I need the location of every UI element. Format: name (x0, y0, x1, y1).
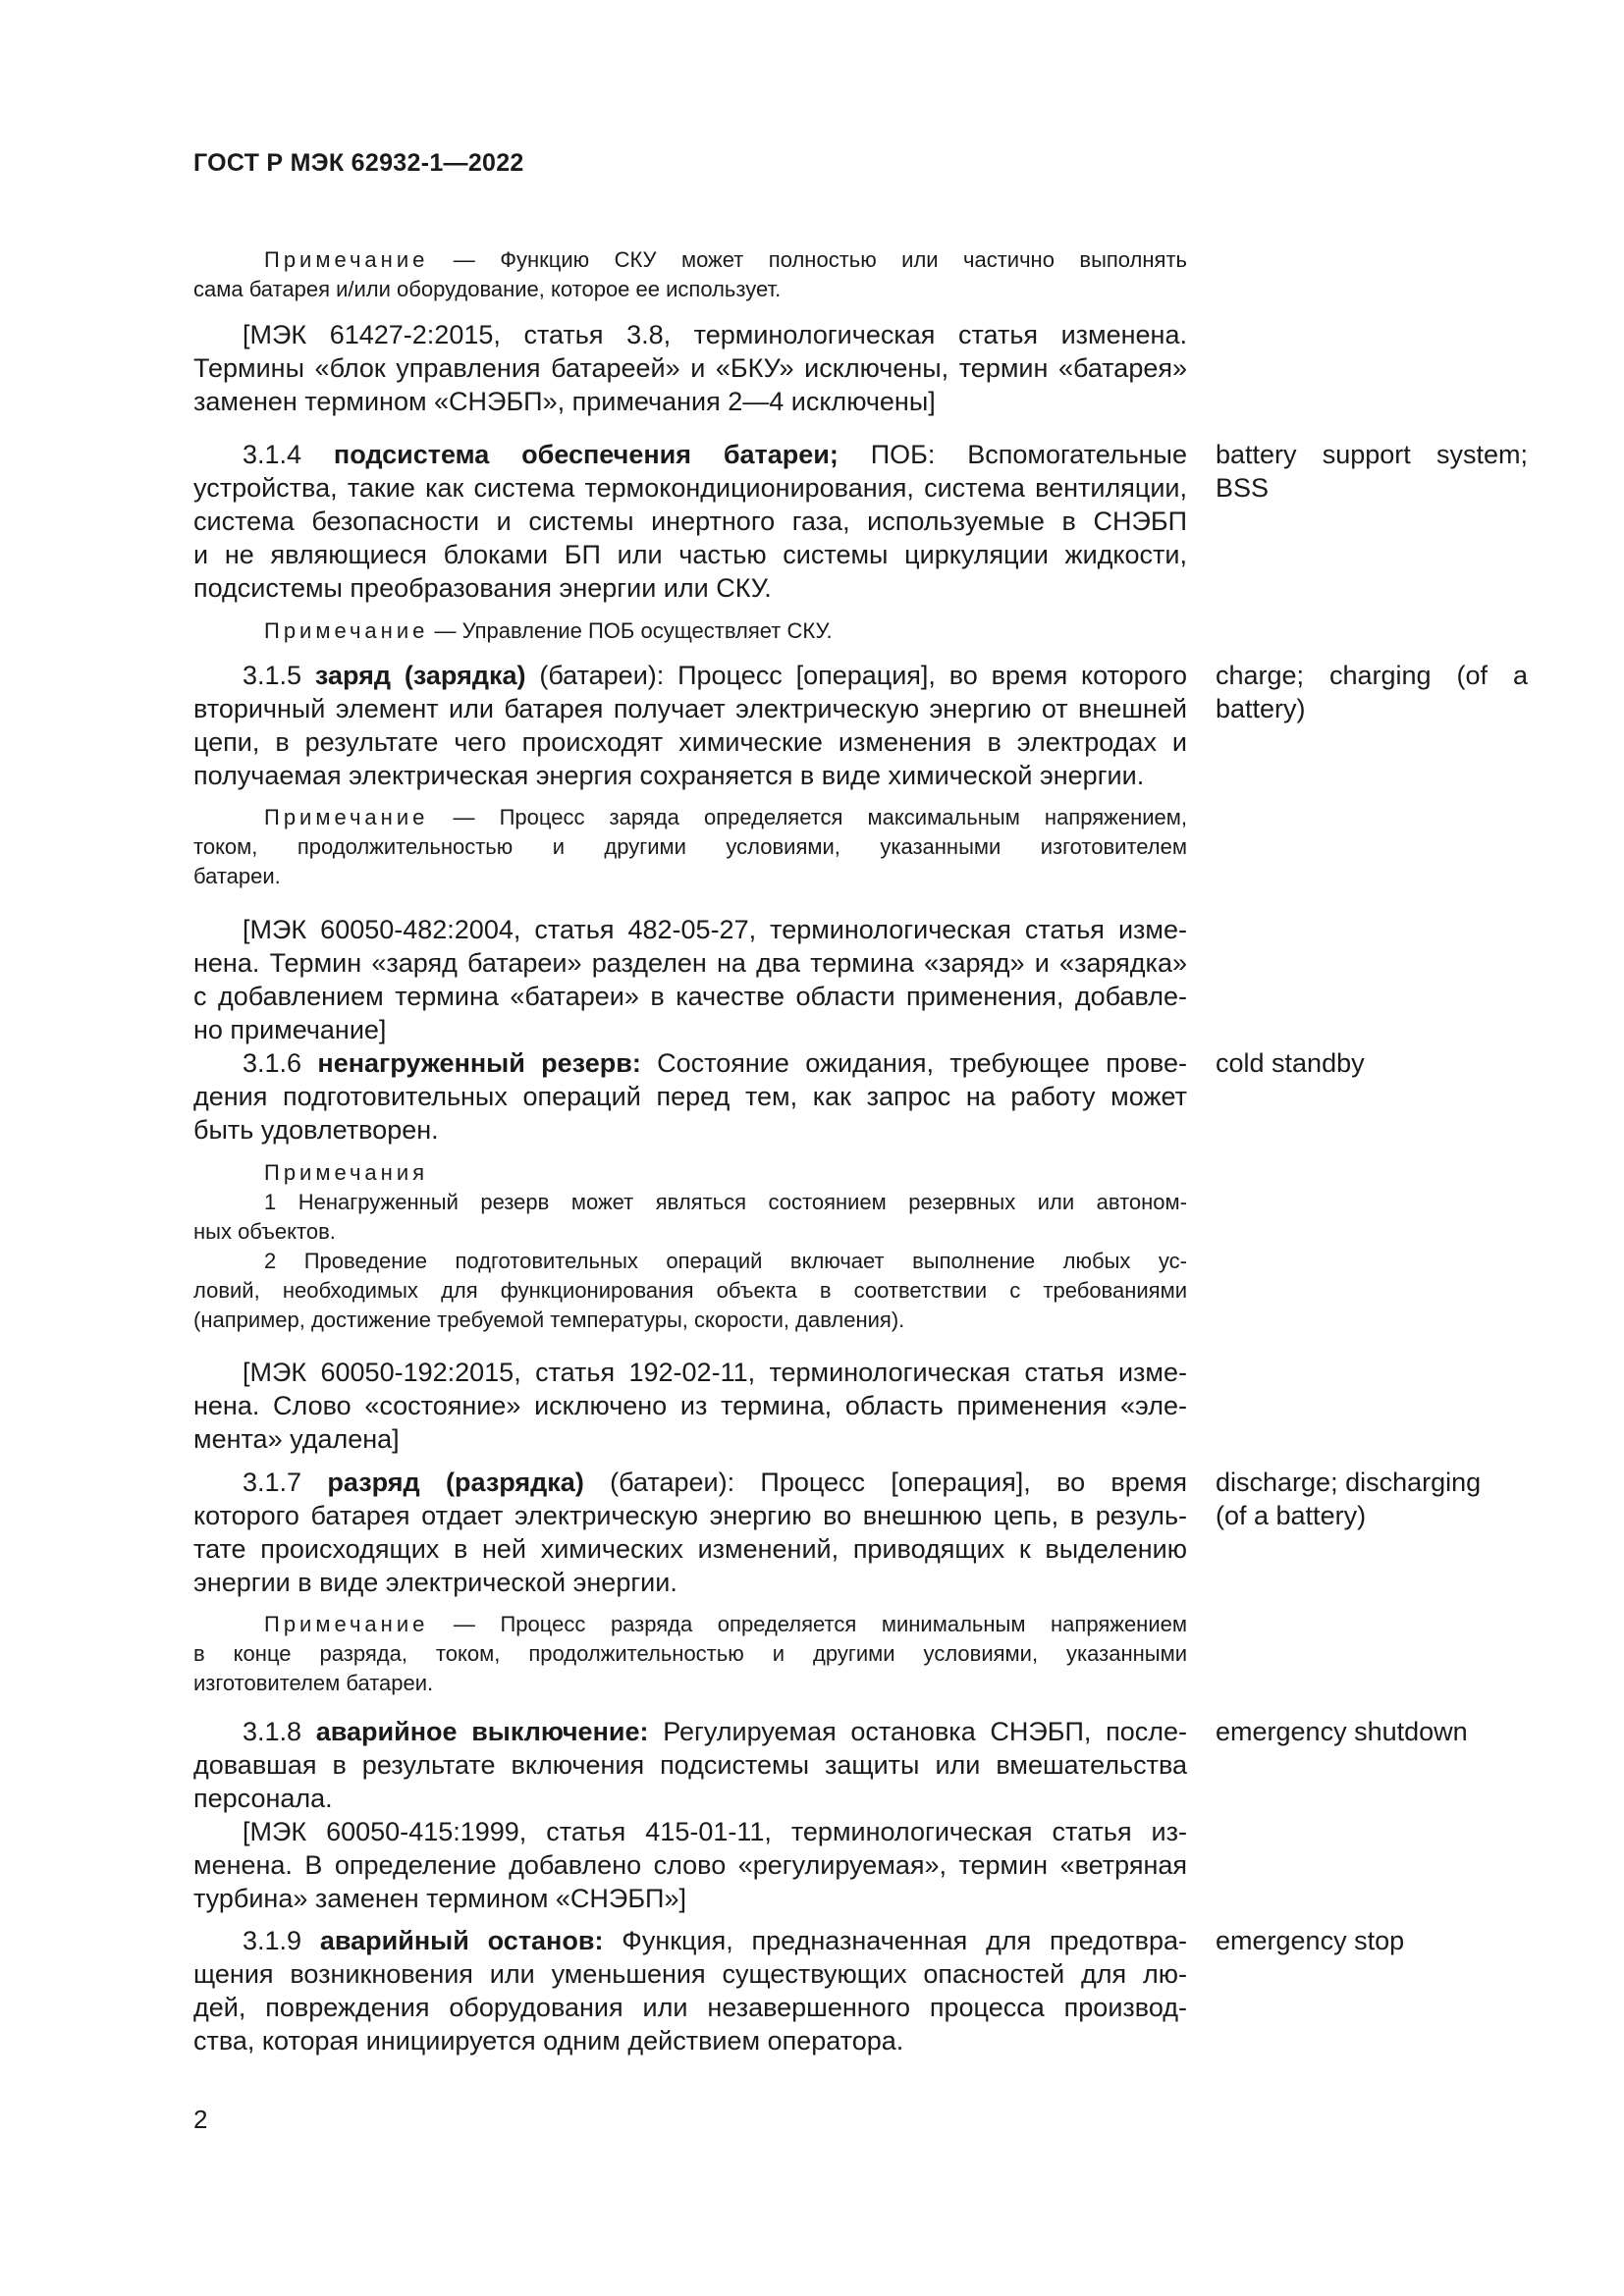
note-3-1-7: Примечание — Процесс разряда определяется минимальным напряжением в конце разряда, током, продолжительностью и другими условиями, указанными изготовителем батареи. (193, 1612, 1187, 1695)
term-title: заряд (зарядка) (314, 661, 526, 690)
reference-3-1-6: [МЭК 60050-192:2015, статья 192-02-11, терминологическая статья изме- нена. Слово «состояние» исключено из термина, область применения «эле- мента» удалена] (193, 1358, 1187, 1454)
term-en-3-1-4: battery support system; BSS (1216, 440, 1528, 503)
term-en-3-1-7: discharge; discharging (of a battery) (1216, 1468, 1482, 1530)
reference-top: [МЭК 61427-2:2015, статья 3.8, терминологическая статья изменена. Термины «блок управления батареей» и «БКУ» исключены, термин «батарея» заменен термином «СНЭБП», примечания 2—4 исключены] (193, 320, 1187, 416)
term-en-3-1-8: emergency shutdown (1216, 1717, 1468, 1746)
document-header: ГОСТ Р МЭК 62932-1—2022 (193, 149, 524, 177)
note-3-1-5: Примечание — Процесс заряда определяется максимальным напряжением, током, продолжительностью и другими условиями, указанными изготовителем батареи. (193, 805, 1187, 888)
term-title: ненагруженный резерв: (317, 1048, 641, 1078)
term-entry-3-1-8: 3.1.8 аварийное выключение: Регулируемая остановка СНЭБП, после- довавшая в результате включения подсистемы защиты или вмешательства персонала. (193, 1717, 1187, 1813)
notes-3-1-6: Примечания 1 Ненагруженный резерв может являться состоянием резервных или автоном- ных объектов. 2 Проведение подготовительных операций включает выполнение любых ус- ловий, необходимых для функционирования объекта в соответствии с требованиями (например, достижение требуемой температуры, скорости, давления). (193, 1160, 1187, 1332)
term-entry-3-1-5: 3.1.5 заряд (зарядка) (батареи): Процесс [операция], во время которого вторичный элемент или батарея получает электрическую энергию от внешней цепи, в результате чего происходят химические изменения в электродах и получаемая электрическая энергия сохраняется в виде химической энергии. (193, 661, 1187, 790)
term-entry-3-1-7: 3.1.7 разряд (разрядка) (батареи): Процесс [операция], во время которого батарея отдает электрическую энергию во внешнюю цепь, в резуль- тате происходящих в ней химических изменений, приводящих к выделению энергии в виде электрической энергии. (193, 1468, 1187, 1597)
term-en-3-1-6: cold standby (1216, 1048, 1365, 1078)
term-en-3-1-9: emergency stop (1216, 1926, 1405, 1955)
reference-3-1-8: [МЭК 60050-415:1999, статья 415-01-11, терминологическая статья из- менена. В определение добавлено слово «регулируемая», термин «ветряная турбина» заменен термином «СНЭБП»] (193, 1817, 1187, 1913)
term-entry-3-1-6: 3.1.6 ненагруженный резерв: Состояние ожидания, требующее прове- дения подготовительных операций перед тем, как запрос на работу может быть удовлетворен. (193, 1048, 1187, 1145)
note-3-1-4: Примечание — Управление ПОБ осуществляет СКУ. (264, 618, 833, 643)
note-label: Примечание (264, 247, 429, 272)
page-number: 2 (193, 2105, 208, 2134)
term-title: аварийный останов: (319, 1926, 604, 1955)
term-entry-3-1-4: 3.1.4 подсистема обеспечения батареи; ПОБ: Вспомогательные устройства, такие как система термокондиционирования, система вентиляции, система безопасности и системы инертного газа, используемые в СНЭБП и не являющиеся блоками БП или частью системы циркуляции жидкости, подсистемы преобразования энергии или СКУ. (193, 440, 1187, 603)
term-title: аварийное выключение: (315, 1717, 649, 1746)
reference-3-1-5: [МЭК 60050-482:2004, статья 482-05-27, терминологическая статья изме- нена. Термин «заряд батареи» разделен на два термина «заряд» и «зарядка» с добавлением термина «батареи» в качестве области применения, добавле- но примечание] (193, 915, 1187, 1044)
term-entry-3-1-9: 3.1.9 аварийный останов: Функция, предназначенная для предотвра- щения возникновения или уменьшения существующих опасностей для лю- дей, повреждения оборудования или незавершенного процесса производ- ства, которая инициируется одним действием оператора. (193, 1926, 1187, 2056)
term-title: разряд (разрядка) (327, 1468, 584, 1497)
note-top: Примечание — Функцию СКУ может полностью или частично выполнять сама батарея и/или оборудование, которое ее использует. (193, 247, 1187, 301)
term-en-3-1-5: charge; charging (of a battery) (1216, 661, 1528, 723)
term-title: подсистема обеспечения батареи; (333, 440, 839, 469)
